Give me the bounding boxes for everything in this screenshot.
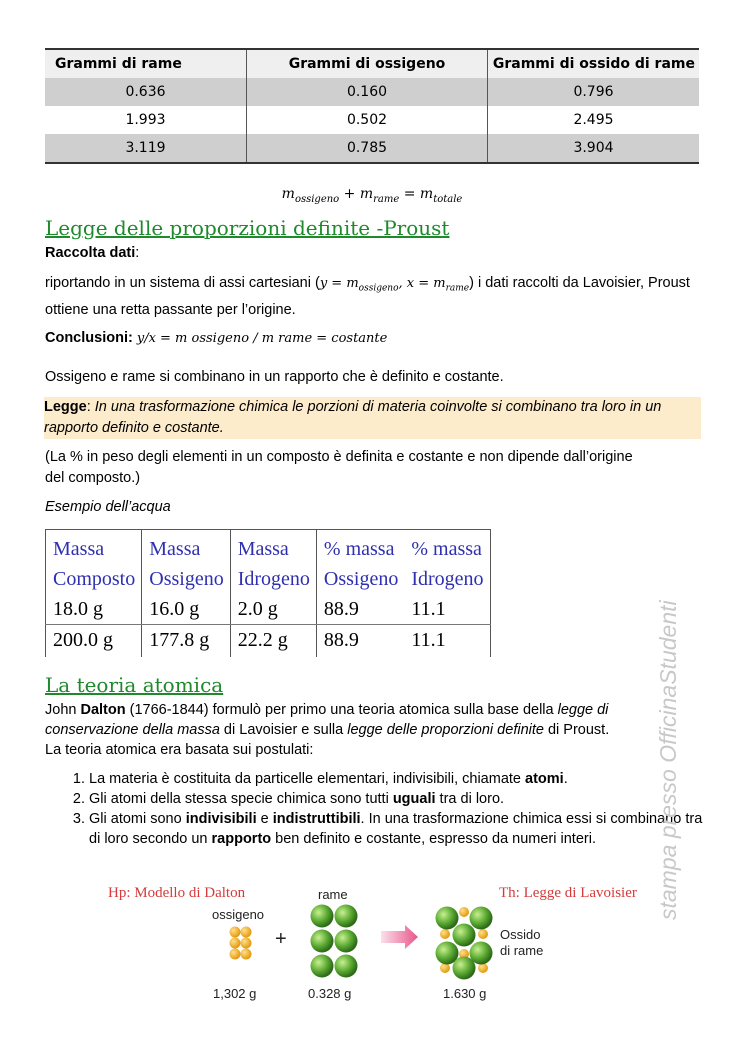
cell: 177.8 g	[142, 625, 230, 658]
example-label: Esempio dell’acqua	[45, 499, 171, 515]
header-cell: Massa Idrogeno	[230, 530, 316, 595]
header-cell: % massa Ossigeno	[316, 530, 404, 595]
hypothesis-label: Hp: Modello di Dalton	[108, 885, 246, 901]
cell: 1.993	[45, 106, 247, 134]
cell: 0.636	[45, 78, 247, 106]
copper-label: rame	[318, 887, 348, 902]
header-cell: Massa Composto	[46, 530, 142, 595]
paragraph: Ossigeno e rame si combinano in un rapporto che è definito e costante.	[45, 369, 504, 385]
oxygen-label: ossigeno	[212, 907, 265, 922]
cell: 22.2 g	[230, 625, 316, 658]
header-cell: Grammi di ossigeno	[247, 49, 488, 78]
cell: 0.502	[247, 106, 488, 134]
cell: 18.0 g	[46, 594, 142, 625]
oxide-label: Ossido di rame	[500, 927, 544, 958]
plus-sign: +	[275, 928, 287, 950]
list-item: 1. La materia è costituita da particelle elementari, indivisibili, chiamate atomi.	[89, 769, 709, 789]
cell: 2.495	[488, 106, 700, 134]
section-title-atomic: La teoria atomica	[45, 673, 224, 697]
atomic-intro: John Dalton (1766-1844) formulò per primo una teoria atomica sulla base della legge di conservazione della massa di Lavoisier e sulla legge delle proporzioni definite di Proust. La teoria atomica era basata sui postulati:	[45, 702, 610, 758]
list-item: 3. Gli atomi sono indivisibili e indistruttibili. In una trasformazione chimica essi si combinano tra di loro secondo un rapporto ben definito e costante, espresso da numeri interi.	[89, 809, 709, 849]
header-cell: Grammi di rame	[45, 49, 247, 78]
header-cell: % massa Idrogeno	[404, 530, 490, 595]
cell: 0.160	[247, 78, 488, 106]
header-cell: Grammi di ossido di rame	[488, 49, 700, 78]
watermark: stampa presso OfficinaStudenti	[655, 600, 681, 920]
mass-equation: $m_{ossigeno} + m_{rame} = m_{totale}$	[281, 186, 463, 205]
list-item: 2. Gli atomi della stessa specie chimica sono tutti uguali tra di loro.	[89, 789, 709, 809]
paragraph: (La % in peso degli elementi in un composto è definita e costante e non dipende dall’origine del composto.)	[45, 449, 633, 486]
cell: 3.904	[488, 134, 700, 163]
header-cell: Massa Ossigeno	[142, 530, 230, 595]
copper-mass: 0.328 g	[308, 986, 352, 1001]
cell: 11.1	[404, 594, 490, 625]
cell: 0.785	[247, 134, 488, 163]
conclusions: Conclusioni: y/x = m ossigeno / m rame = costante	[45, 330, 388, 346]
raccolta-heading: Raccolta dati:	[45, 245, 140, 261]
cell: 88.9	[316, 625, 404, 658]
cell: 2.0 g	[230, 594, 316, 625]
section-title-proust: Legge delle proporzioni definite -Proust	[45, 216, 450, 240]
cell: 16.0 g	[142, 594, 230, 625]
cell: 11.1	[404, 625, 490, 658]
law-highlight: Legge: In una trasformazione chimica le porzioni di materia coinvolte si combinano tra loro in un rapporto definito e costante.	[44, 397, 701, 439]
oxide-mass: 1.630 g	[443, 986, 487, 1001]
cell: 88.9	[316, 594, 404, 625]
cell: 0.796	[488, 78, 700, 106]
paragraph-data: riportando in un sistema di assi cartesiani ($y = m_{ossigeno}$, $x = m_{rame}$) i dati raccolti da Lavoisier, Proust ottiene una retta passante per l’origine.	[45, 275, 690, 318]
cell: 3.119	[45, 134, 247, 163]
cell: 200.0 g	[46, 625, 142, 658]
oxygen-mass: 1,302 g	[213, 986, 257, 1001]
thesis-label: Th: Legge di Lavoisier	[499, 885, 637, 901]
